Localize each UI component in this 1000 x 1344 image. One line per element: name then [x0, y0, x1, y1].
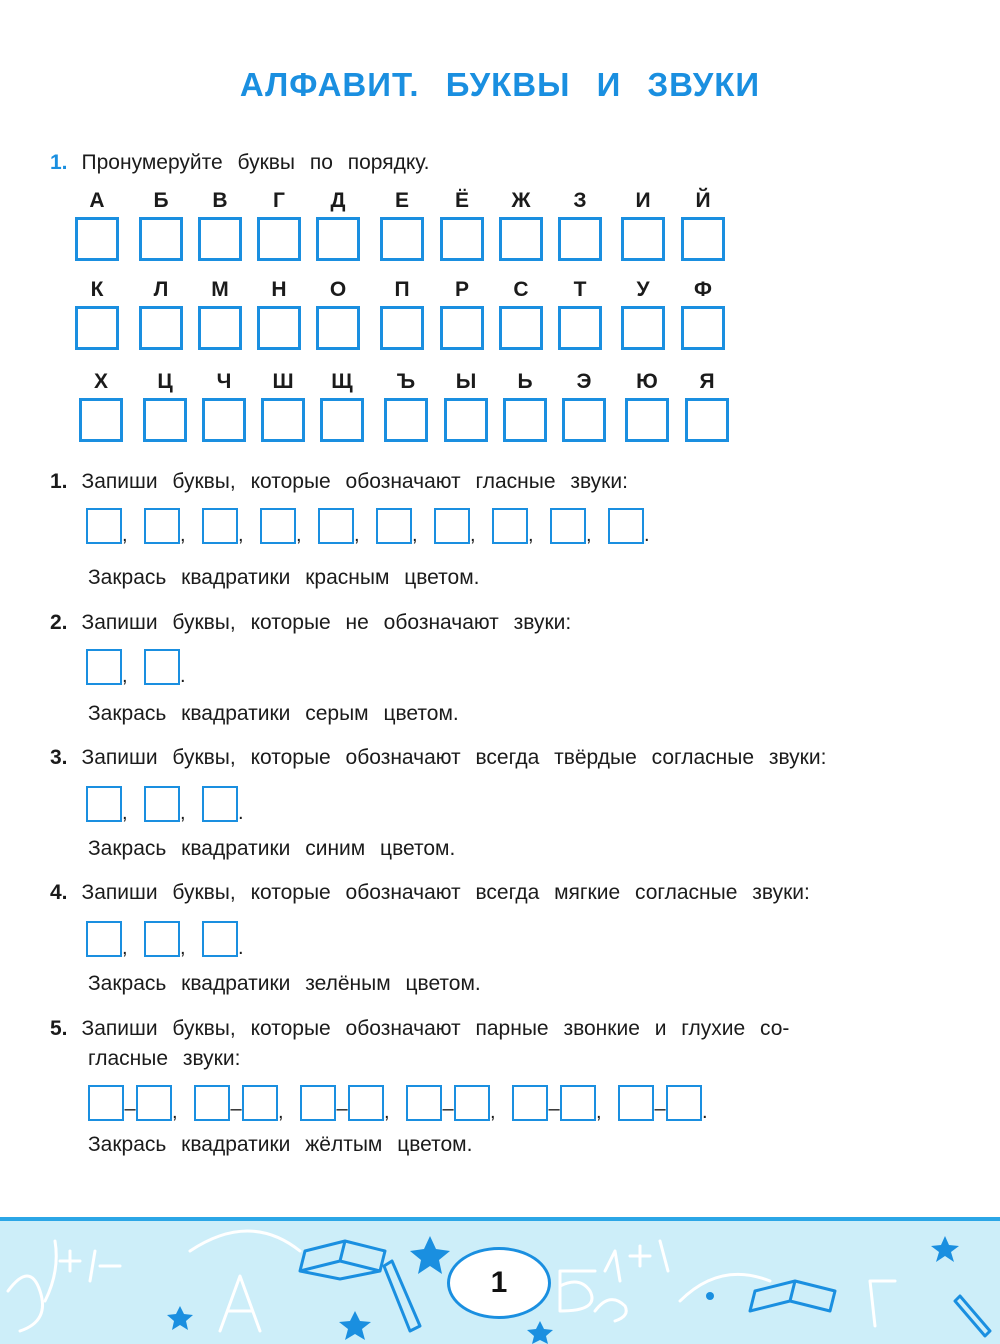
- task-2-note: Закрась квадратики серым цветом.: [88, 702, 459, 725]
- letter-number-box[interactable]: [320, 398, 364, 442]
- alphabet-cell: [138, 189, 184, 284]
- letter-number-box[interactable]: [558, 217, 602, 261]
- letter-number-box[interactable]: [681, 217, 725, 261]
- letter-number-box[interactable]: [257, 306, 301, 350]
- alphabet-cell: [439, 189, 485, 284]
- alphabet-cell: [502, 370, 548, 465]
- dot-icon: [706, 1292, 714, 1300]
- task-4-note: Закрась квадратики зелёным цветом.: [88, 972, 481, 995]
- answer-box[interactable]: [260, 508, 296, 544]
- alphabet-cell: [197, 278, 243, 373]
- letter-number-box[interactable]: [621, 306, 665, 350]
- separator-comma: ,: [180, 802, 186, 824]
- separator-comma: ,: [180, 937, 186, 959]
- alphabet-cell: [379, 189, 425, 284]
- pair-dash: –: [654, 1098, 666, 1120]
- alphabet-cell: [383, 370, 429, 465]
- task-5-note: Закрась квадратики жёлтым цветом.: [88, 1133, 473, 1156]
- alphabet-cell: [78, 370, 124, 465]
- answer-box[interactable]: [560, 1085, 596, 1121]
- alphabet-letter: Г: [273, 189, 285, 212]
- task-3-note: Закрась квадратики синим цветом.: [88, 837, 456, 860]
- alphabet-letter: Ь: [517, 370, 533, 393]
- letter-b-icon: [560, 1271, 595, 1311]
- alphabet-cell: [443, 370, 489, 465]
- answer-box[interactable]: [512, 1085, 548, 1121]
- alphabet-letter: Я: [699, 370, 715, 393]
- answer-box[interactable]: [86, 508, 122, 544]
- alphabet-cell: [138, 278, 184, 373]
- alphabet-letter: Ё: [454, 189, 470, 212]
- alphabet-letter: С: [513, 278, 529, 301]
- alphabet-letter: Ф: [694, 278, 712, 301]
- answer-line-hard: [86, 786, 244, 826]
- separator-period: .: [238, 802, 244, 824]
- answer-box[interactable]: [300, 1085, 336, 1121]
- separator-comma: ,: [238, 524, 244, 546]
- page-number-badge: [447, 1247, 551, 1319]
- answer-line-soft: [86, 921, 244, 961]
- alphabet-cell: [315, 189, 361, 284]
- alphabet-letter: Х: [93, 370, 108, 393]
- task-text: Запиши буквы, которые не обозначают звуки:: [81, 611, 572, 634]
- alphabet-letter: Ы: [455, 370, 477, 393]
- alphabet-letter: О: [329, 278, 347, 301]
- alphabet-cell: [197, 189, 243, 284]
- open-book-icon: [300, 1241, 385, 1271]
- alphabet-letter: Ю: [636, 370, 658, 393]
- alphabet-letter: Ц: [157, 370, 173, 393]
- letter-number-box[interactable]: [685, 398, 729, 442]
- letter-number-box[interactable]: [499, 306, 543, 350]
- answer-box[interactable]: [376, 508, 412, 544]
- letter-number-box[interactable]: [562, 398, 606, 442]
- swirl-icon: [680, 1274, 770, 1301]
- pair-dash: –: [548, 1098, 560, 1120]
- swirl-icon: [45, 1241, 56, 1301]
- letter-number-box[interactable]: [202, 398, 246, 442]
- separator-comma: ,: [122, 524, 128, 546]
- pair-dash: –: [124, 1098, 136, 1120]
- pair-dash: –: [442, 1098, 454, 1120]
- alphabet-cell: [201, 370, 247, 465]
- task-5-heading: [50, 1017, 789, 1041]
- answer-box[interactable]: [492, 508, 528, 544]
- open-book-icon: [300, 1271, 380, 1279]
- star-icon: [931, 1236, 959, 1262]
- answer-box[interactable]: [144, 921, 180, 957]
- swirl-icon: [190, 1231, 300, 1251]
- pencil-icon: [384, 1261, 420, 1331]
- alphabet-letter: В: [212, 189, 228, 212]
- alphabet-cell: [680, 189, 726, 284]
- alphabet-letter: К: [90, 278, 104, 301]
- letter-number-box[interactable]: [143, 398, 187, 442]
- separator-period: .: [238, 937, 244, 959]
- separator-comma: ,: [122, 937, 128, 959]
- separator-comma: ,: [490, 1101, 496, 1123]
- separator-comma: ,: [172, 1101, 178, 1123]
- alphabet-cell: [142, 370, 188, 465]
- separator-comma: ,: [296, 524, 302, 546]
- answer-pair: [300, 1085, 384, 1121]
- answer-box[interactable]: [318, 508, 354, 544]
- alphabet-letter: Б: [153, 189, 169, 212]
- task-number: 2.: [50, 611, 68, 634]
- letter-number-box[interactable]: [380, 217, 424, 261]
- task-1-note: Закрась квадратики красным цветом.: [88, 566, 480, 589]
- letter-number-box[interactable]: [75, 306, 119, 350]
- letter-number-box[interactable]: [380, 306, 424, 350]
- answer-box[interactable]: [144, 649, 180, 685]
- answer-box[interactable]: [86, 786, 122, 822]
- letter-number-box[interactable]: [139, 306, 183, 350]
- alphabet-cell: [439, 278, 485, 373]
- pen-icon: [955, 1296, 990, 1336]
- answer-pair: [618, 1085, 702, 1121]
- separator-comma: ,: [180, 524, 186, 546]
- answer-line-pairs: [88, 1085, 708, 1125]
- alphabet-cell: [557, 189, 603, 284]
- letter-number-box[interactable]: [499, 217, 543, 261]
- task-number: 1.: [50, 470, 68, 493]
- alphabet-cell: [680, 278, 726, 373]
- answer-box[interactable]: [618, 1085, 654, 1121]
- alphabet-letter: Т: [573, 278, 587, 301]
- task-text: Запиши буквы, которые обозначают гласные звуки:: [81, 470, 628, 493]
- one-plus-one-icon: [60, 1251, 120, 1281]
- separator-comma: ,: [596, 1101, 602, 1123]
- letter-number-box[interactable]: [681, 306, 725, 350]
- answer-box[interactable]: [202, 921, 238, 957]
- pair-dash: –: [230, 1098, 242, 1120]
- open-book-icon: [750, 1281, 835, 1311]
- alphabet-cell: [256, 278, 302, 373]
- alphabet-cell: [624, 370, 670, 465]
- alphabet-letter: Р: [454, 278, 469, 301]
- separator-comma: ,: [122, 665, 128, 687]
- one-plus-one-icon: [605, 1241, 668, 1281]
- alphabet-letter: Ъ: [396, 370, 416, 393]
- task-1-heading: [50, 470, 628, 494]
- separator-comma: ,: [384, 1101, 390, 1123]
- letter-number-box[interactable]: [625, 398, 669, 442]
- letter-number-box[interactable]: [440, 217, 484, 261]
- letter-number-box[interactable]: [384, 398, 428, 442]
- task-number: 1.: [50, 151, 68, 174]
- alphabet-letter: Л: [153, 278, 169, 301]
- answer-box[interactable]: [454, 1085, 490, 1121]
- alphabet-cell: [620, 278, 666, 373]
- alphabet-letter: Д: [330, 189, 346, 212]
- separator-comma: ,: [586, 524, 592, 546]
- alphabet-cell: [379, 278, 425, 373]
- letter-g-icon: [870, 1281, 895, 1326]
- answer-box[interactable]: [550, 508, 586, 544]
- task-number-letters-heading: [50, 151, 430, 175]
- alphabet-letter: Ж: [511, 189, 531, 212]
- answer-box[interactable]: [406, 1085, 442, 1121]
- letter-number-box[interactable]: [316, 306, 360, 350]
- answer-line-vowels: [86, 508, 650, 548]
- separator-period: .: [180, 665, 186, 687]
- alphabet-letter: Ч: [216, 370, 232, 393]
- alphabet-cell: [74, 189, 120, 284]
- letter-a-icon: [220, 1276, 260, 1331]
- alphabet-cell: [684, 370, 730, 465]
- separator-comma: ,: [354, 524, 360, 546]
- answer-box[interactable]: [202, 508, 238, 544]
- separator-comma: ,: [470, 524, 476, 546]
- answer-box[interactable]: [86, 921, 122, 957]
- answer-box[interactable]: [136, 1085, 172, 1121]
- letter-number-box[interactable]: [75, 217, 119, 261]
- answer-box[interactable]: [242, 1085, 278, 1121]
- answer-box[interactable]: [608, 508, 644, 544]
- task-number: 3.: [50, 746, 68, 769]
- alphabet-cell: [74, 278, 120, 373]
- task-text: Запиши буквы, которые обозначают всегда мягкие согласные звуки:: [81, 881, 810, 904]
- page-title: АЛФАВИТ. БУКВЫ И ЗВУКИ: [239, 66, 761, 103]
- alphabet-letter: М: [211, 278, 229, 301]
- letter-number-box[interactable]: [198, 306, 242, 350]
- answer-pair: [406, 1085, 490, 1121]
- question-mark-icon: [595, 1300, 626, 1321]
- answer-box[interactable]: [88, 1085, 124, 1121]
- snowflake-icon: [410, 1236, 450, 1274]
- page-number: 1: [490, 1266, 508, 1299]
- alphabet-cell: [256, 189, 302, 284]
- letter-number-box[interactable]: [444, 398, 488, 442]
- letter-number-box[interactable]: [79, 398, 123, 442]
- separator-comma: ,: [278, 1101, 284, 1123]
- letter-number-box[interactable]: [198, 217, 242, 261]
- alphabet-letter: Щ: [331, 370, 353, 393]
- star-icon: [527, 1321, 553, 1344]
- question-mark-icon: [8, 1276, 43, 1331]
- separator-comma: ,: [122, 802, 128, 824]
- task-text: Запиши буквы, которые обозначают всегда твёрдые согласные звуки:: [81, 746, 827, 769]
- alphabet-letter: П: [394, 278, 410, 301]
- alphabet-cell: [561, 370, 607, 465]
- answer-pair: [512, 1085, 596, 1121]
- pair-dash: –: [336, 1098, 348, 1120]
- alphabet-letter: Э: [576, 370, 592, 393]
- alphabet-letter: Й: [695, 189, 711, 212]
- answer-box[interactable]: [144, 786, 180, 822]
- answer-box[interactable]: [348, 1085, 384, 1121]
- alphabet-letter: А: [89, 189, 105, 212]
- answer-line-silent: [86, 649, 186, 689]
- alphabet-cell: [498, 189, 544, 284]
- answer-box[interactable]: [194, 1085, 230, 1121]
- answer-box[interactable]: [144, 508, 180, 544]
- separator-period: .: [702, 1101, 708, 1123]
- task-5-heading-line-2: гласные звуки:: [88, 1047, 241, 1070]
- separator-period: .: [644, 524, 650, 546]
- answer-pair: [194, 1085, 278, 1121]
- letter-number-box[interactable]: [558, 306, 602, 350]
- answer-box[interactable]: [666, 1085, 702, 1121]
- letter-number-box[interactable]: [440, 306, 484, 350]
- task-3-heading: [50, 746, 826, 770]
- answer-box[interactable]: [86, 649, 122, 685]
- alphabet-cell: [319, 370, 365, 465]
- task-text: Пронумеруйте буквы по порядку.: [81, 151, 430, 174]
- alphabet-cell: [620, 189, 666, 284]
- alphabet-cell: [260, 370, 306, 465]
- alphabet-cell: [498, 278, 544, 373]
- letter-number-box[interactable]: [503, 398, 547, 442]
- letter-number-box[interactable]: [257, 217, 301, 261]
- answer-box[interactable]: [202, 786, 238, 822]
- letter-number-box[interactable]: [261, 398, 305, 442]
- letter-number-box[interactable]: [139, 217, 183, 261]
- alphabet-letter: Н: [271, 278, 287, 301]
- task-4-heading: [50, 881, 810, 905]
- alphabet-letter: З: [573, 189, 587, 212]
- snowflake-icon: [339, 1311, 371, 1340]
- letter-number-box[interactable]: [621, 217, 665, 261]
- star-icon: [167, 1306, 193, 1330]
- answer-pair: [88, 1085, 172, 1121]
- letter-number-box[interactable]: [316, 217, 360, 261]
- task-text: Запиши буквы, которые обозначают парные звонкие и глухие со-: [81, 1017, 790, 1040]
- alphabet-letter: Е: [394, 189, 409, 212]
- alphabet-letter: Ш: [272, 370, 294, 393]
- answer-box[interactable]: [434, 508, 470, 544]
- task-number: 5.: [50, 1017, 68, 1040]
- alphabet-cell: [557, 278, 603, 373]
- alphabet-letter: У: [636, 278, 650, 301]
- alphabet-cell: [315, 278, 361, 373]
- task-number: 4.: [50, 881, 68, 904]
- separator-comma: ,: [412, 524, 418, 546]
- alphabet-letter: И: [635, 189, 651, 212]
- separator-comma: ,: [528, 524, 534, 546]
- task-2-heading: [50, 611, 571, 635]
